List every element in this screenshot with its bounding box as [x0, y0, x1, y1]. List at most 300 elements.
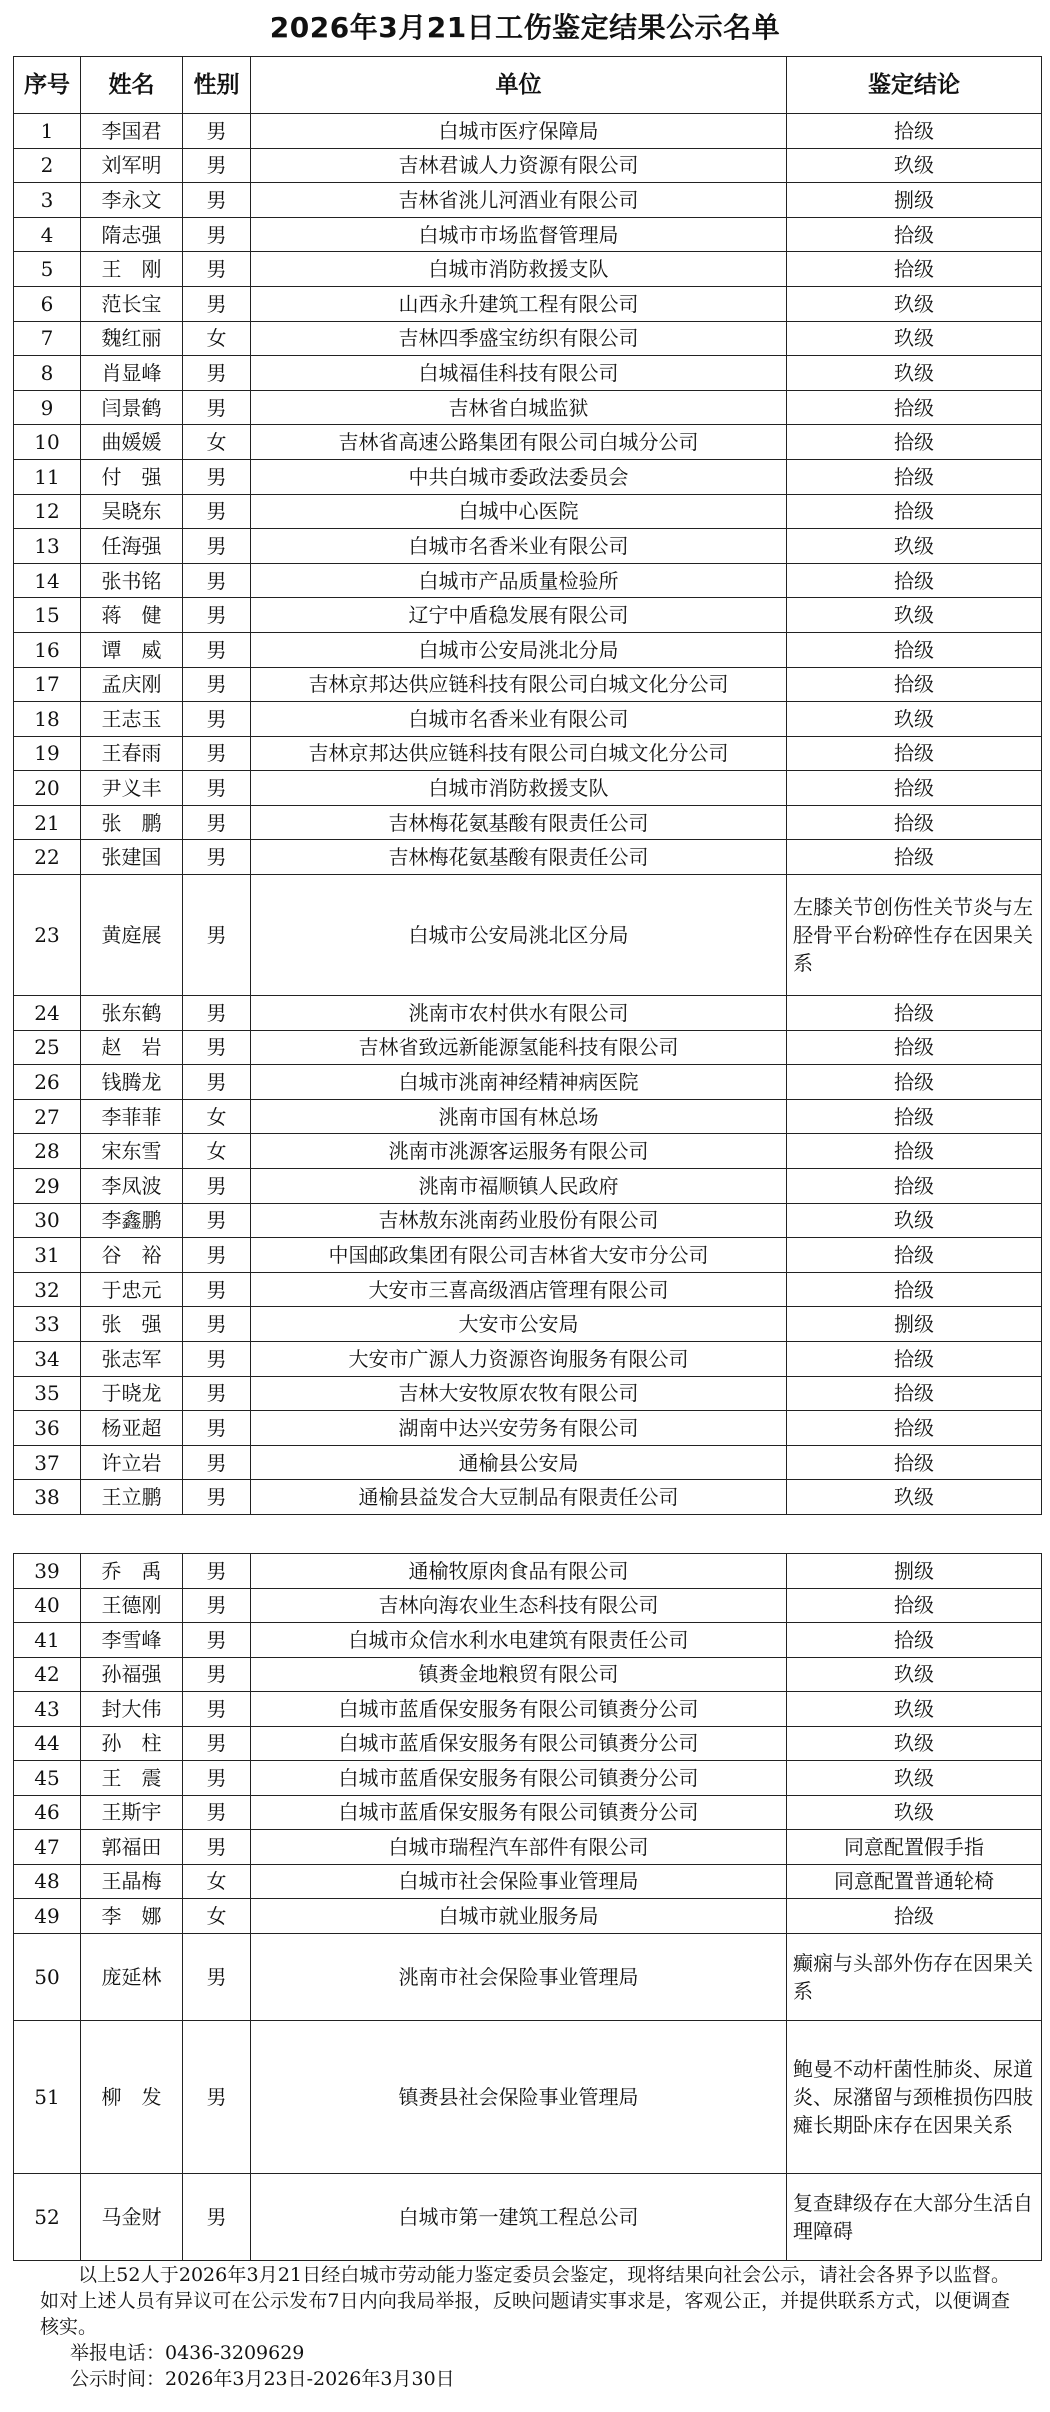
cell-unit: 大安市公安局: [251, 1307, 787, 1342]
cell-sex: 女: [183, 425, 251, 460]
cell-sex: 女: [183, 1099, 251, 1134]
table-row: [14, 1272, 1042, 1307]
cell-no: 21: [14, 805, 81, 840]
cell-unit: 白城市蓝盾保安服务有限公司镇赉分公司: [251, 1692, 787, 1727]
table-row: [14, 1830, 1042, 1865]
cell-result: 拾级: [787, 1169, 1042, 1204]
cell-unit: 山西永升建筑工程有限公司: [251, 286, 787, 321]
cell-sex: 男: [183, 1480, 251, 1515]
cell-sex: 男: [183, 1623, 251, 1658]
cell-name: 张 鹏: [81, 805, 183, 840]
cell-sex: 男: [183, 996, 251, 1031]
table-row: [14, 148, 1042, 183]
table-row: [14, 459, 1042, 494]
cell-no: 40: [14, 1588, 81, 1623]
cell-unit: 白城市众信水利水电建筑有限责任公司: [251, 1623, 787, 1658]
cell-sex: 男: [183, 2020, 251, 2173]
table-row: [14, 563, 1042, 598]
cell-no: 9: [14, 390, 81, 425]
cell-name: 谭 威: [81, 632, 183, 667]
cell-result: 玖级: [787, 356, 1042, 391]
cell-name: 任海强: [81, 529, 183, 564]
cell-unit: 吉林京邦达供应链科技有限公司白城文化分公司: [251, 667, 787, 702]
table-row: [14, 425, 1042, 460]
table-header-row: [14, 57, 1042, 114]
cell-name: 刘军明: [81, 148, 183, 183]
table-body-continued: [14, 1554, 1042, 2261]
cell-name: 郭福田: [81, 1830, 183, 1865]
cell-no: 42: [14, 1657, 81, 1692]
cell-sex: 男: [183, 598, 251, 633]
cell-name: 于晓龙: [81, 1376, 183, 1411]
cell-sex: 男: [183, 356, 251, 391]
cell-no: 49: [14, 1899, 81, 1934]
cell-unit: 吉林省致远新能源氢能科技有限公司: [251, 1030, 787, 1065]
cell-unit: 白城市公安局洮北分局: [251, 632, 787, 667]
cell-sex: 男: [183, 875, 251, 996]
table-row: [14, 1169, 1042, 1204]
cell-result: 拾级: [787, 632, 1042, 667]
cell-result: 拾级: [787, 1445, 1042, 1480]
cell-unit: 白城市名香米业有限公司: [251, 529, 787, 564]
cell-unit: 白城市名香米业有限公司: [251, 702, 787, 737]
cell-name: 李鑫鹏: [81, 1203, 183, 1238]
table-row: [14, 1864, 1042, 1899]
cell-unit: 洮南市洮源客运服务有限公司: [251, 1134, 787, 1169]
cell-unit: 洮南市国有林总场: [251, 1099, 787, 1134]
cell-sex: 男: [183, 1203, 251, 1238]
table-row: [14, 1657, 1042, 1692]
table-row: [14, 1761, 1042, 1796]
table-row: [14, 183, 1042, 218]
cell-unit: 吉林四季盛宝纺织有限公司: [251, 321, 787, 356]
cell-name: 张书铭: [81, 563, 183, 598]
cell-unit: 湖南中达兴安劳务有限公司: [251, 1411, 787, 1446]
table-row: [14, 1030, 1042, 1065]
cell-result: 拾级: [787, 1238, 1042, 1273]
table-row: [14, 805, 1042, 840]
cell-sex: 女: [183, 1864, 251, 1899]
cell-result: 玖级: [787, 1795, 1042, 1830]
cell-name: 李菲菲: [81, 1099, 183, 1134]
cell-name: 张志军: [81, 1342, 183, 1377]
cell-no: 27: [14, 1099, 81, 1134]
cell-name: 封大伟: [81, 1692, 183, 1727]
cell-name: 孙 柱: [81, 1726, 183, 1761]
cell-unit: 白城市市场监督管理局: [251, 217, 787, 252]
cell-sex: 男: [183, 286, 251, 321]
cell-no: 26: [14, 1065, 81, 1100]
cell-sex: 男: [183, 459, 251, 494]
table-row: [14, 667, 1042, 702]
cell-unit: 中共白城市委政法委员会: [251, 459, 787, 494]
cell-name: 李雪峰: [81, 1623, 183, 1658]
cell-result: 同意配置假手指: [787, 1830, 1042, 1865]
cell-result: 拾级: [787, 771, 1042, 806]
cell-no: 10: [14, 425, 81, 460]
cell-name: 付 强: [81, 459, 183, 494]
cell-name: 孙福强: [81, 1657, 183, 1692]
cell-name: 曲媛媛: [81, 425, 183, 460]
report-phone: 举报电话：0436-3209629: [70, 2342, 305, 2364]
cell-unit: 白城市蓝盾保安服务有限公司镇赉分公司: [251, 1761, 787, 1796]
cell-no: 6: [14, 286, 81, 321]
table-row: [14, 356, 1042, 391]
cell-sex: 男: [183, 1169, 251, 1204]
cell-unit: 吉林向海农业生态科技有限公司: [251, 1588, 787, 1623]
cell-name: 范长宝: [81, 286, 183, 321]
cell-sex: 男: [183, 702, 251, 737]
cell-name: 肖显峰: [81, 356, 183, 391]
table-row: [14, 529, 1042, 564]
table-row: [14, 1099, 1042, 1134]
cell-name: 赵 岩: [81, 1030, 183, 1065]
cell-no: 38: [14, 1480, 81, 1515]
cell-result: 鲍曼不动杆菌性肺炎、尿道炎、尿潴留与颈椎损伤四肢瘫长期卧床存在因果关系: [787, 2020, 1042, 2173]
cell-no: 48: [14, 1864, 81, 1899]
cell-unit: 白城福佳科技有限公司: [251, 356, 787, 391]
cell-sex: 男: [183, 1376, 251, 1411]
cell-unit: 大安市三喜高级酒店管理有限公司: [251, 1272, 787, 1307]
cell-unit: 白城中心医院: [251, 494, 787, 529]
cell-unit: 吉林敖东洮南药业股份有限公司: [251, 1203, 787, 1238]
table-row: [14, 875, 1042, 996]
cell-unit: 白城市瑞程汽车部件有限公司: [251, 1830, 787, 1865]
cell-result: 拾级: [787, 1623, 1042, 1658]
cell-sex: 男: [183, 1238, 251, 1273]
header-unit: 单位: [251, 57, 787, 114]
cell-no: 16: [14, 632, 81, 667]
cell-no: 47: [14, 1830, 81, 1865]
notice-paragraph: 以上52人于2026年3月21日经白城市劳动能力鉴定委员会鉴定，现将结果向社会公示，请社会各界予以监督。如对上述人员有异议可在公示发布7日内向我局举报，反映问题请实事求是，客观公正，并提供联系方式，以便调查核实。: [40, 2264, 1010, 2338]
cell-name: 张建国: [81, 840, 183, 875]
cell-result: 玖级: [787, 1761, 1042, 1796]
cell-name: 魏红丽: [81, 321, 183, 356]
cell-result: 拾级: [787, 390, 1042, 425]
cell-name: 王晶梅: [81, 1864, 183, 1899]
cell-sex: 男: [183, 1030, 251, 1065]
cell-name: 王德刚: [81, 1588, 183, 1623]
cell-no: 18: [14, 702, 81, 737]
cell-sex: 男: [183, 217, 251, 252]
cell-sex: 女: [183, 1899, 251, 1934]
cell-no: 43: [14, 1692, 81, 1727]
cell-unit: 洮南市农村供水有限公司: [251, 996, 787, 1031]
table-row: [14, 321, 1042, 356]
cell-name: 李凤波: [81, 1169, 183, 1204]
cell-no: 44: [14, 1726, 81, 1761]
cell-no: 39: [14, 1554, 81, 1589]
cell-name: 李国君: [81, 114, 183, 149]
header-result: 鉴定结论: [787, 57, 1042, 114]
table-row: [14, 598, 1042, 633]
cell-name: 钱腾龙: [81, 1065, 183, 1100]
cell-no: 35: [14, 1376, 81, 1411]
cell-no: 5: [14, 252, 81, 287]
cell-name: 隋志强: [81, 217, 183, 252]
cell-sex: 男: [183, 1692, 251, 1727]
cell-sex: 男: [183, 563, 251, 598]
cell-no: 46: [14, 1795, 81, 1830]
cell-result: 玖级: [787, 598, 1042, 633]
result-table-continued: [13, 1553, 1042, 2261]
cell-sex: 男: [183, 667, 251, 702]
cell-result: 拾级: [787, 494, 1042, 529]
cell-name: 王立鹏: [81, 1480, 183, 1515]
table-row: [14, 1411, 1042, 1446]
cell-sex: 男: [183, 1307, 251, 1342]
cell-no: 4: [14, 217, 81, 252]
cell-result: 拾级: [787, 1134, 1042, 1169]
cell-result: 同意配置普通轮椅: [787, 1864, 1042, 1899]
cell-unit: 洮南市福顺镇人民政府: [251, 1169, 787, 1204]
cell-sex: 女: [183, 1134, 251, 1169]
cell-result: 拾级: [787, 667, 1042, 702]
cell-no: 2: [14, 148, 81, 183]
cell-result: 捌级: [787, 1307, 1042, 1342]
cell-result: 玖级: [787, 321, 1042, 356]
cell-no: 23: [14, 875, 81, 996]
cell-name: 尹义丰: [81, 771, 183, 806]
cell-sex: 男: [183, 2173, 251, 2260]
cell-name: 谷 裕: [81, 1238, 183, 1273]
cell-sex: 男: [183, 1272, 251, 1307]
cell-unit: 辽宁中盾稳发展有限公司: [251, 598, 787, 633]
cell-result: 捌级: [787, 183, 1042, 218]
table-row: [14, 217, 1042, 252]
cell-result: 拾级: [787, 805, 1042, 840]
table-row: [14, 996, 1042, 1031]
cell-result: 捌级: [787, 1554, 1042, 1589]
cell-result: 拾级: [787, 1588, 1042, 1623]
cell-name: 于忠元: [81, 1272, 183, 1307]
table-row: [14, 286, 1042, 321]
cell-name: 王斯宇: [81, 1795, 183, 1830]
cell-name: 许立岩: [81, 1445, 183, 1480]
cell-name: 王 刚: [81, 252, 183, 287]
cell-name: 张东鹤: [81, 996, 183, 1031]
table-row: [14, 494, 1042, 529]
cell-unit: 大安市广源人力资源咨询服务有限公司: [251, 1342, 787, 1377]
cell-no: 20: [14, 771, 81, 806]
header-sex: 性别: [183, 57, 251, 114]
table-row: [14, 771, 1042, 806]
notice-period: 公示时间：2026年3月23日-2026年3月30日: [70, 2368, 455, 2390]
cell-no: 24: [14, 996, 81, 1031]
cell-result: 玖级: [787, 1203, 1042, 1238]
cell-no: 17: [14, 667, 81, 702]
table-row: [14, 2020, 1042, 2173]
cell-sex: 男: [183, 840, 251, 875]
cell-sex: 男: [183, 529, 251, 564]
cell-result: 拾级: [787, 217, 1042, 252]
cell-no: 33: [14, 1307, 81, 1342]
cell-name: 柳 发: [81, 2020, 183, 2173]
cell-no: 29: [14, 1169, 81, 1204]
cell-sex: 男: [183, 1445, 251, 1480]
table-row: [14, 1623, 1042, 1658]
cell-name: 乔 禹: [81, 1554, 183, 1589]
table-row: [14, 2173, 1042, 2260]
cell-unit: 白城市产品质量检验所: [251, 563, 787, 598]
cell-name: 王 震: [81, 1761, 183, 1796]
cell-result: 玖级: [787, 1726, 1042, 1761]
table-row: [14, 390, 1042, 425]
cell-name: 吴晓东: [81, 494, 183, 529]
cell-unit: 白城市就业服务局: [251, 1899, 787, 1934]
cell-sex: 男: [183, 805, 251, 840]
cell-no: 22: [14, 840, 81, 875]
cell-sex: 男: [183, 1657, 251, 1692]
cell-result: 玖级: [787, 529, 1042, 564]
cell-sex: 男: [183, 114, 251, 149]
table-row: [14, 702, 1042, 737]
cell-name: 黄庭展: [81, 875, 183, 996]
cell-no: 50: [14, 1933, 81, 2020]
page-title: 2026年3月21日工伤鉴定结果公示名单: [269, 11, 781, 44]
cell-name: 马金财: [81, 2173, 183, 2260]
cell-unit: 白城市蓝盾保安服务有限公司镇赉分公司: [251, 1726, 787, 1761]
cell-sex: 男: [183, 1933, 251, 2020]
cell-no: 14: [14, 563, 81, 598]
cell-no: 41: [14, 1623, 81, 1658]
cell-unit: 白城市社会保险事业管理局: [251, 1864, 787, 1899]
cell-sex: 男: [183, 736, 251, 771]
cell-result: 拾级: [787, 1376, 1042, 1411]
cell-unit: 吉林京邦达供应链科技有限公司白城文化分公司: [251, 736, 787, 771]
table-row: [14, 1554, 1042, 1589]
cell-result: 拾级: [787, 114, 1042, 149]
cell-no: 51: [14, 2020, 81, 2173]
cell-unit: 吉林大安牧原农牧有限公司: [251, 1376, 787, 1411]
cell-sex: 男: [183, 1830, 251, 1865]
cell-no: 28: [14, 1134, 81, 1169]
cell-unit: 白城市第一建筑工程总公司: [251, 2173, 787, 2260]
table-row: [14, 1238, 1042, 1273]
cell-result: 拾级: [787, 1899, 1042, 1934]
cell-unit: 吉林梅花氨基酸有限责任公司: [251, 840, 787, 875]
cell-no: 25: [14, 1030, 81, 1065]
cell-unit: 通榆县公安局: [251, 1445, 787, 1480]
table-row: [14, 1692, 1042, 1727]
cell-name: 庞延林: [81, 1933, 183, 2020]
cell-result: 拾级: [787, 1030, 1042, 1065]
cell-no: 32: [14, 1272, 81, 1307]
cell-sex: 男: [183, 1588, 251, 1623]
cell-no: 7: [14, 321, 81, 356]
cell-unit: 白城市医疗保障局: [251, 114, 787, 149]
cell-unit: 通榆县益发合大豆制品有限责任公司: [251, 1480, 787, 1515]
cell-no: 8: [14, 356, 81, 391]
cell-no: 37: [14, 1445, 81, 1480]
table-row: [14, 1445, 1042, 1480]
cell-result: 拾级: [787, 252, 1042, 287]
cell-sex: 男: [183, 252, 251, 287]
table-row: [14, 1342, 1042, 1377]
cell-result: 复查肆级存在大部分生活自理障碍: [787, 2173, 1042, 2260]
cell-unit: 中国邮政集团有限公司吉林省大安市分公司: [251, 1238, 787, 1273]
cell-no: 30: [14, 1203, 81, 1238]
cell-sex: 男: [183, 1761, 251, 1796]
cell-name: 孟庆刚: [81, 667, 183, 702]
cell-unit: 吉林君诚人力资源有限公司: [251, 148, 787, 183]
cell-name: 李 娜: [81, 1899, 183, 1934]
cell-sex: 男: [183, 1065, 251, 1100]
cell-result: 拾级: [787, 736, 1042, 771]
cell-unit: 白城市消防救援支队: [251, 252, 787, 287]
cell-result: 玖级: [787, 702, 1042, 737]
table-row: [14, 1065, 1042, 1100]
table-row: [14, 114, 1042, 149]
table-row: [14, 632, 1042, 667]
cell-unit: 通榆牧原肉食品有限公司: [251, 1554, 787, 1589]
cell-sex: 男: [183, 632, 251, 667]
cell-sex: 男: [183, 183, 251, 218]
cell-result: 玖级: [787, 148, 1042, 183]
cell-no: 11: [14, 459, 81, 494]
cell-name: 李永文: [81, 183, 183, 218]
cell-unit: 吉林省高速公路集团有限公司白城分公司: [251, 425, 787, 460]
cell-no: 3: [14, 183, 81, 218]
cell-no: 34: [14, 1342, 81, 1377]
cell-result: 拾级: [787, 459, 1042, 494]
cell-unit: 白城市公安局洮北区分局: [251, 875, 787, 996]
cell-result: 玖级: [787, 1480, 1042, 1515]
table-row: [14, 1899, 1042, 1934]
cell-sex: 男: [183, 1554, 251, 1589]
cell-no: 13: [14, 529, 81, 564]
cell-no: 36: [14, 1411, 81, 1446]
result-table: [13, 56, 1042, 1515]
table-body: [14, 114, 1042, 1515]
cell-unit: 洮南市社会保险事业管理局: [251, 1933, 787, 2020]
cell-unit: 镇赉县社会保险事业管理局: [251, 2020, 787, 2173]
header-no: 序号: [14, 57, 81, 114]
table-row: [14, 1588, 1042, 1623]
cell-result: 拾级: [787, 425, 1042, 460]
table-row: [14, 1480, 1042, 1515]
cell-result: 玖级: [787, 1657, 1042, 1692]
cell-sex: 男: [183, 1795, 251, 1830]
cell-no: 45: [14, 1761, 81, 1796]
cell-unit: 吉林省白城监狱: [251, 390, 787, 425]
table-row: [14, 1933, 1042, 2020]
cell-no: 1: [14, 114, 81, 149]
table-row: [14, 736, 1042, 771]
cell-sex: 男: [183, 148, 251, 183]
cell-name: 杨亚超: [81, 1411, 183, 1446]
cell-name: 蒋 健: [81, 598, 183, 633]
cell-sex: 男: [183, 1342, 251, 1377]
cell-sex: 男: [183, 390, 251, 425]
cell-result: 拾级: [787, 1272, 1042, 1307]
cell-result: 玖级: [787, 286, 1042, 321]
table-row: [14, 1376, 1042, 1411]
cell-unit: 白城市洮南神经精神病医院: [251, 1065, 787, 1100]
cell-result: 拾级: [787, 1342, 1042, 1377]
table-row: [14, 1726, 1042, 1761]
cell-no: 19: [14, 736, 81, 771]
cell-sex: 男: [183, 494, 251, 529]
cell-result: 拾级: [787, 1411, 1042, 1446]
cell-name: 王春雨: [81, 736, 183, 771]
cell-sex: 男: [183, 1726, 251, 1761]
cell-unit: 镇赉金地粮贸有限公司: [251, 1657, 787, 1692]
table-row: [14, 1307, 1042, 1342]
cell-result: 玖级: [787, 1692, 1042, 1727]
cell-sex: 男: [183, 1411, 251, 1446]
cell-name: 宋东雪: [81, 1134, 183, 1169]
